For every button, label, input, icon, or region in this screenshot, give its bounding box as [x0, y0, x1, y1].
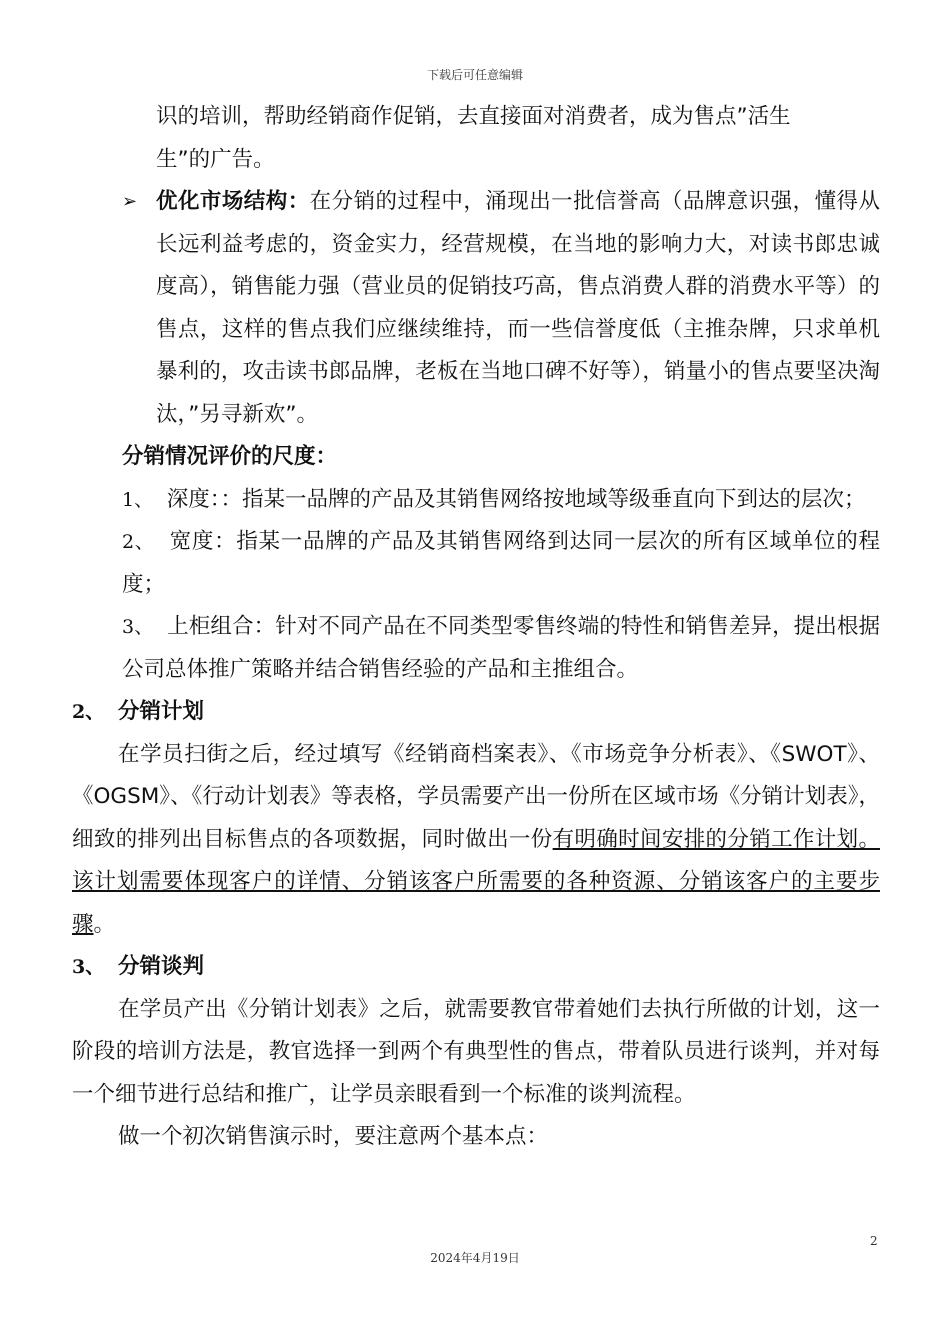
document-body — [72, 96, 880, 1159]
section-number: 2、 — [72, 701, 105, 723]
continued-line-1: 识的培训，帮助经销商作促销，去直接面对消费者，成为售点”活生 — [156, 104, 791, 129]
eval-item-1 — [72, 479, 880, 522]
eval-item-number: 3、 — [122, 616, 154, 638]
section-3-paragraph-2: 做一个初次销售演示时，要注意两个基本点： — [118, 1124, 549, 1149]
section-3-heading — [72, 946, 880, 989]
arrow-bullet-icon: ➢ — [122, 191, 138, 212]
continued-line-2: 生”的广告。 — [156, 146, 275, 172]
section-title: 分销计划 — [118, 699, 205, 724]
section-title: 分销谈判 — [118, 954, 205, 979]
eval-item-number: 2、 — [122, 531, 155, 553]
section-2-end: 。 — [93, 911, 116, 937]
section-2-heading — [72, 691, 880, 734]
continued-text — [72, 96, 880, 181]
eval-item-text: 宽度：指某一品牌的产品及其销售网络到达同一层次的所有区域单位的程度； — [122, 529, 880, 597]
bullet-body: 在分销的过程中，涌现出一批信誉高（品牌意识强，懂得从长远利益考虑的，资金实力，经营规模，在当地的影响力大，对读书郎忠诚度高），销售能力强（营业员的促销技巧高，售点消费人群的消费水平等）的售点，这样的售点我们应继续维持，而一些信誉度低（主推杂牌，只求单机暴利的，攻击读书郎品牌，老板在当地口碑不好等），销量小的售点要坚决淘汰，”另寻新欢”。 — [156, 189, 880, 427]
page-number: 2 — [870, 1234, 878, 1248]
eval-item-3 — [72, 606, 880, 691]
footer-date: 2024年4月19日 — [430, 1251, 520, 1265]
eval-item-2 — [72, 521, 880, 606]
section-2-paragraph — [72, 734, 880, 947]
eval-item-number: 1、 — [122, 488, 154, 511]
eval-item-text: 上柜组合：针对不同产品在不同类型零售终端的特性和销售差异，提出根据公司总体推广策略并结合销售经验的产品和主推组合。 — [122, 614, 880, 682]
section-3-paragraph-1: 在学员产出《分销计划表》之后，就需要教官带着她们去执行所做的计划，这一阶段的培训方法是，教官选择一到两个有典型性的售点，带着队员进行谈判，并对每一个细节进行总结和推广，让学员亲眼看到一个标准的谈判流程。 — [72, 996, 880, 1107]
bullet-text — [156, 181, 880, 436]
eval-heading: 分销情况评价的尺度： — [122, 444, 338, 469]
bullet-title: 优化市场结构： — [156, 189, 310, 214]
section-2-text: 在学员扫街之后，经过填写《经销商档案表》、《市场竞争分析表》、《SWOT》、《OGSM》、《行动计划表》等表格，学员需要产出一份所在区域市场《分销计划表》，细致的排列出目标售点的各项数据，同时做出一份 — [72, 741, 880, 852]
section-2-underlined-text: 有明确时间安排的分销工作计划。该计划需要体现客户的详情、分销该客户所需要的各种资源、分销该客户的主要步骤 — [72, 826, 880, 937]
section-number: 3、 — [72, 956, 105, 978]
eval-item-text: 深度：：指某一品牌的产品及其销售网络按地域等级垂直向下到达的层次； — [166, 486, 866, 512]
page-header: 下载后可任意编辑 — [426, 68, 523, 82]
bullet-item — [72, 181, 880, 436]
